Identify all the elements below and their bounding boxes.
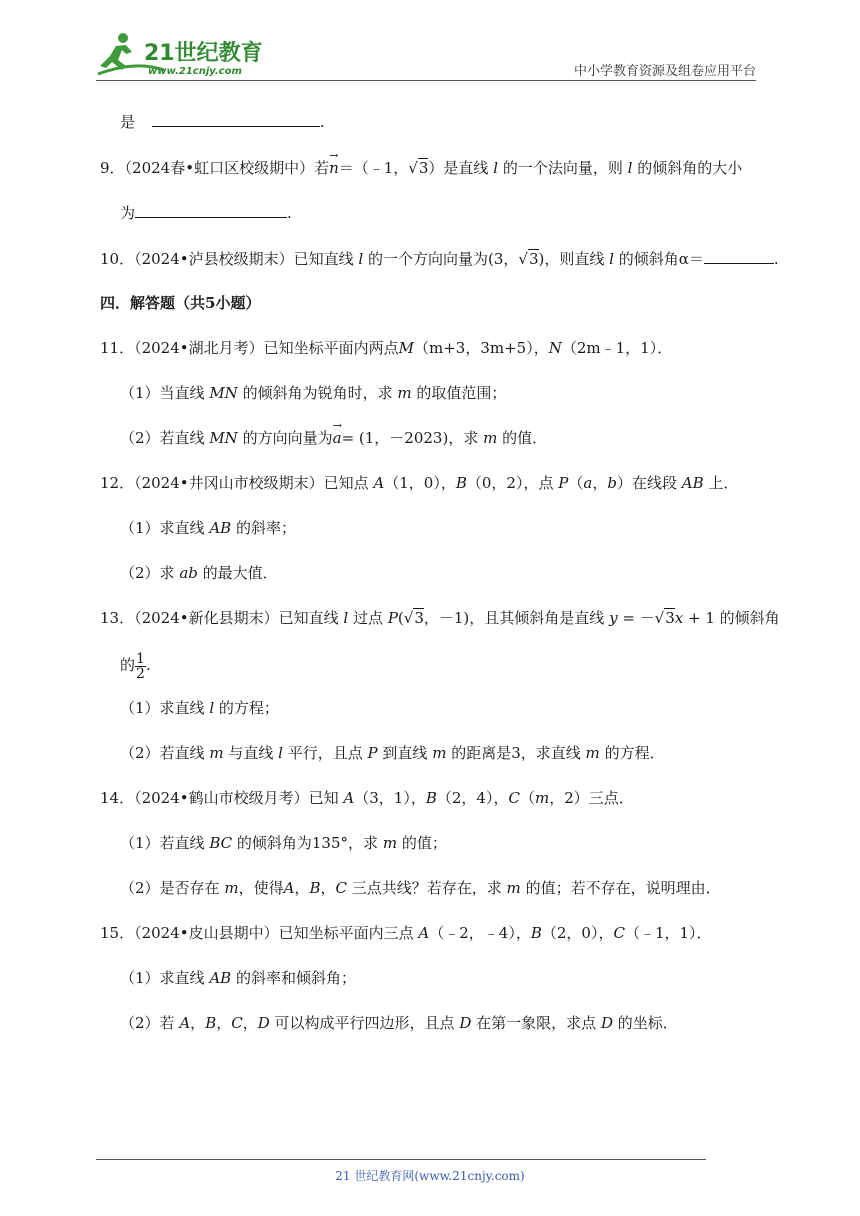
q9-text: 的一个法向量，则	[502, 159, 623, 177]
q14-text: 的值；若不存在，说明理由．	[525, 879, 721, 897]
q11-line	[100, 338, 672, 358]
q13-sqrt: 3	[414, 609, 424, 627]
q13-text: 到直线	[382, 744, 428, 762]
var-m: m	[382, 834, 398, 852]
q15-text: 已知坐标平面内三点	[278, 924, 414, 942]
var-D: D	[600, 1014, 613, 1032]
footer-divider	[96, 1159, 706, 1160]
q8-answer-blank	[152, 112, 320, 127]
logo-text: 21世纪教育	[144, 41, 263, 66]
q14-text: （	[519, 789, 535, 807]
q14-text: 已知	[308, 789, 339, 807]
q13-text: 已知直线	[278, 609, 339, 627]
var-C: C	[613, 924, 625, 942]
q13-source: （2024•新化县期末）	[134, 609, 279, 627]
var-A: A	[179, 1014, 191, 1032]
q13-text: 的方程．	[604, 744, 665, 762]
var-l: l	[358, 250, 364, 268]
section-title: 四．解答题（共5小题）	[100, 294, 261, 312]
var-A: A	[418, 924, 430, 942]
var-l: l	[278, 744, 283, 762]
q10-text: 的倾斜角α＝	[618, 250, 704, 268]
q12-line	[100, 473, 738, 493]
q9-vector-n: → n	[329, 158, 339, 178]
q12-text: 的斜率；	[235, 519, 296, 537]
q11-number: 11．	[100, 339, 135, 357]
q13-part1	[120, 698, 279, 718]
var-C: C	[231, 1014, 243, 1032]
var-m: m	[506, 879, 521, 897]
q10-line: 10．（2024•泸县校级期末）已知直线 l 的一个方向向量为(3，√3)，则直线 l 的倾斜角α＝ .	[100, 250, 779, 268]
q12-part2	[120, 563, 278, 583]
q14-text: （2，4），	[436, 789, 509, 807]
q15-text: （1）求直线	[120, 969, 205, 987]
q13-part2	[120, 743, 665, 763]
var-P: P	[558, 474, 569, 492]
q15-part1	[120, 968, 356, 988]
q15-text: （2）若	[120, 1014, 175, 1032]
q15-text: 的坐标．	[617, 1014, 678, 1032]
q15-line	[100, 923, 712, 943]
q13-sqrt: 3	[665, 609, 675, 627]
var-BC: BC	[209, 834, 233, 852]
q14-text: 的倾斜角为135°，求	[236, 834, 379, 852]
q13-text: （2）若直线	[120, 744, 205, 762]
var-m: m	[209, 744, 224, 762]
q9-line1: 9．（2024春•虹口区校级期中）若→ n＝（﹣1，√3）是直线 l 的一个法向量，则 l 的倾斜角的大小	[100, 158, 742, 178]
q9-end: .	[287, 204, 292, 222]
q15-text: （﹣2，﹣4），	[429, 924, 531, 942]
q12-text: （0，2），点	[466, 474, 554, 492]
var-AB: AB	[681, 474, 704, 492]
q13-text: ，－1)，且其倾斜角是直线	[423, 609, 605, 627]
q12-text: 的最大值．	[202, 564, 278, 582]
q13-line2	[120, 648, 151, 682]
q15-text: 的斜率和倾斜角；	[235, 969, 356, 987]
q9-sqrt: 3	[418, 159, 429, 177]
q13-text: （1）求直线	[120, 699, 205, 717]
var-AB: AB	[209, 969, 232, 987]
q15-text: 在第一象限，求点	[476, 1014, 597, 1032]
var-AB: AB	[209, 519, 232, 537]
q10-source: （2024•泸县校级期末）	[134, 250, 294, 268]
var-m: m	[483, 429, 498, 447]
header-divider	[96, 80, 756, 81]
q14-part2	[120, 878, 721, 898]
q15-text: ，	[216, 1014, 232, 1032]
var-MN: MN	[209, 384, 238, 402]
var-C: C	[335, 879, 347, 897]
runner-logo-icon	[96, 30, 266, 80]
q15-number: 15．	[100, 924, 135, 942]
var-l: l	[493, 159, 499, 177]
page-header	[0, 0, 860, 90]
var-m: m	[397, 384, 412, 402]
q13-text: 与直线	[228, 744, 274, 762]
q11-vector-a: → a	[333, 428, 342, 448]
q14-number: 14．	[100, 789, 135, 807]
q13-text: + 1	[683, 609, 715, 627]
var-N: N	[548, 339, 562, 357]
var-m: m	[585, 744, 600, 762]
q13-text: 过点	[353, 609, 384, 627]
q13-line1: 13．（2024•新化县期末）已知直线 l 过点 P(√3，－1)，且其倾斜角是直线 y = －√3x + 1 的倾斜角	[100, 609, 780, 627]
q12-text: ，	[592, 474, 608, 492]
platform-title: 中小学教育资源及组卷应用平台	[573, 64, 756, 79]
q12-text: （	[568, 474, 584, 492]
q10-sqrt: 3	[528, 250, 539, 268]
var-MN: MN	[209, 429, 238, 447]
q14-text: （2）是否存在	[120, 879, 220, 897]
var-P: P	[387, 609, 398, 627]
var-C: C	[508, 789, 520, 807]
q11-text: （m+3，3m+5），	[414, 339, 549, 357]
q10-text: 已知直线	[293, 250, 354, 268]
q11-text: 的倾斜角为锐角时，求	[242, 384, 393, 402]
q8-tail	[120, 112, 325, 132]
var-m: m	[534, 789, 550, 807]
q12-number: 12．	[100, 474, 135, 492]
q15-text: （﹣1，1）．	[624, 924, 712, 942]
logo-url: www.21cnjy.com	[148, 66, 242, 77]
q14-text: （3，1），	[354, 789, 426, 807]
q11-part1	[120, 383, 506, 403]
q13-number: 13．	[100, 609, 135, 627]
q14-text: ，2）三点．	[549, 789, 634, 807]
var-A: A	[283, 879, 295, 897]
var-D: D	[257, 1014, 270, 1032]
q9-text: 为	[120, 204, 136, 222]
q14-source: （2024•鹤山市校级月考）	[134, 789, 309, 807]
var-B: B	[530, 924, 542, 942]
q12-text: （2）求	[120, 564, 175, 582]
footer-text: 21 世纪教育网(www.21cnjy.com)	[335, 1169, 525, 1183]
var-l: l	[609, 250, 614, 268]
var-A: A	[373, 474, 385, 492]
var-P: P	[367, 744, 378, 762]
var-l: l	[627, 159, 633, 177]
q10-answer-blank	[704, 249, 774, 264]
q14-text: 的值；	[401, 834, 447, 852]
var-B: B	[205, 1014, 217, 1032]
q8-prefix: 是	[120, 113, 136, 131]
var-l: l	[209, 699, 215, 717]
q9-number: 9．	[100, 159, 125, 177]
q13-text: 的	[120, 656, 136, 674]
q14-text: （1）若直线	[120, 834, 205, 852]
q12-text: 已知点	[323, 474, 369, 492]
q11-text: （2）若直线	[120, 429, 205, 447]
q11-text: 的方向向量为	[242, 429, 333, 447]
q12-text: （1，0），	[384, 474, 456, 492]
q11-text: （1）当直线	[120, 384, 205, 402]
q9-text: ）是直线	[428, 159, 489, 177]
q10-text: 的一个方向向量为(3，	[368, 250, 519, 268]
q12-text: ）在线段	[616, 474, 677, 492]
var-m: m	[432, 744, 447, 762]
q9-line2	[120, 203, 292, 223]
q14-text: 三点共线？若存在，求	[351, 879, 502, 897]
q14-text: ，	[294, 879, 310, 897]
q10-end: .	[773, 250, 779, 268]
q15-part2	[120, 1013, 678, 1033]
q9-text: ＝（﹣1，	[338, 159, 409, 177]
q11-text: 的值．	[502, 429, 548, 447]
q13-text: 的倾斜角	[719, 609, 780, 627]
var-A: A	[343, 789, 355, 807]
q15-text: 可以构成平行四边形，且点	[274, 1014, 455, 1032]
var-x: x	[674, 609, 684, 627]
q9-text: 的倾斜角的大小	[637, 159, 743, 177]
var-ab: ab	[179, 564, 198, 582]
one-half-fraction	[135, 652, 146, 681]
q11-text: 已知坐标平面内两点	[263, 339, 399, 357]
var-a: a	[583, 474, 593, 492]
q14-part1	[120, 833, 447, 853]
var-B: B	[425, 789, 437, 807]
q14-text: ，	[320, 879, 336, 897]
q15-source: （2024•皮山县期中）	[134, 924, 279, 942]
var-B: B	[309, 879, 321, 897]
q13-text: 的距离是3，求直线	[451, 744, 581, 762]
q13-text: 平行，且点	[287, 744, 363, 762]
q12-part1	[120, 518, 296, 538]
q8-end: .	[319, 113, 325, 131]
q10-number: 10．	[100, 250, 135, 268]
q11-source: （2024•湖北月考）	[134, 339, 264, 357]
q11-text: 的取值范围；	[416, 384, 507, 402]
frac-den: 2	[136, 665, 145, 682]
q11-text: （2m﹣1，1）．	[561, 339, 673, 357]
q11-text: = (1，－2023)，求	[341, 429, 479, 447]
q15-text: ，	[242, 1014, 258, 1032]
var-y: y	[609, 609, 618, 627]
q9-answer-blank	[135, 203, 287, 218]
q12-text: 上．	[708, 474, 739, 492]
q12-text: （1）求直线	[120, 519, 205, 537]
q9-source: （2024春•虹口区校级期中）	[124, 159, 315, 177]
var-b: b	[607, 474, 617, 492]
var-D: D	[459, 1014, 472, 1032]
q14-text: ，使得	[238, 879, 284, 897]
var-B: B	[455, 474, 467, 492]
q13-text: = －	[617, 609, 655, 627]
q13-text: .	[145, 656, 151, 674]
site-logo	[96, 30, 266, 80]
q12-source: （2024•井冈山市校级期末）	[134, 474, 324, 492]
q11-part2	[120, 428, 547, 448]
frac-num: 1	[136, 650, 145, 667]
var-l: l	[343, 609, 349, 627]
q13-text: (	[397, 609, 404, 627]
q13-text: 的方程；	[218, 699, 279, 717]
var-M: M	[398, 339, 414, 357]
q15-text: ，	[190, 1014, 206, 1032]
q14-line	[100, 788, 634, 808]
q10-text: )，则直线	[538, 250, 605, 268]
q15-text: （2，0），	[541, 924, 614, 942]
q9-text: 若	[314, 159, 330, 177]
var-m: m	[224, 879, 239, 897]
